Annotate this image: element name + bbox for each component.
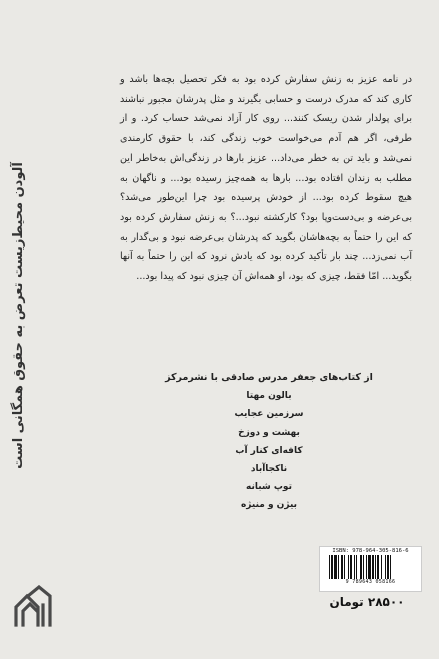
barcode-bar — [375, 555, 376, 579]
blurb-section — [120, 70, 412, 287]
barcode — [319, 546, 422, 592]
barcode-bar — [390, 555, 391, 579]
book-item: بیژن و منیژه — [240, 500, 298, 511]
barcode-bar — [368, 555, 371, 579]
other-books-section — [150, 369, 388, 515]
barcode-bar — [354, 555, 355, 579]
publisher-logo-icon — [13, 585, 53, 627]
barcode-bars-icon — [327, 555, 415, 579]
barcode-bar — [338, 555, 339, 579]
barcode-bar — [387, 555, 389, 579]
barcode-digits: 9 789643 058166 — [345, 579, 396, 585]
barcode-bar — [385, 555, 386, 579]
barcode-bar — [377, 555, 379, 579]
blurb-text: در نامه عزیز به زنش سفارش کرده بود به فکر تحصیل بچه‌ها باشد و کاری کند که مدرک درست و حسابی بگیرند و مثل پدرشان مجبور نباشند برای پولدار شدن ریسک کنند... روی کار آزاد نمی‌شد حساب کرد. و از طرفی، اگر هم آدم می‌خواست خوب زندگی کند، با حقوق کارمندی نمی‌شد و باید تن به خطر می‌داد... عزیز بارها در زندگی‌اش به‌خاطر این مطلب به زندان افتاده بود... بارها به همه‌چیز رسیده بود... و ناگهان به هیچ سقوط کرده بود... از خودش پرسیده بود چرا این‌طور می‌شد؟ بی‌عرضه و بی‌دست‌وپا بود؟ کارکشته نبود...؟ به زنش سفارش کرده بود که این را حتماً به بچه‌هاشان بگوید که پدرشان بی‌عرضه نبود و بی‌گدار به آب نمی‌زد... چند بار تأکید کرده بود که یادش نرود که این را حتماً به آنها بگوید... امّا فقط، چیزی که بود، او همه‌اش آن چیزی نبود که پیدا بود... — [120, 74, 412, 283]
spine-tagline-container — [8, 150, 28, 480]
book-item: ناکجاآباد — [250, 464, 288, 475]
barcode-bar — [356, 555, 357, 579]
book-item: بالون مهتا — [246, 391, 292, 402]
barcode-bar — [341, 555, 343, 579]
barcode-bar — [366, 555, 367, 579]
other-books-list — [150, 387, 388, 514]
book-item: بهشت و دوزخ — [238, 427, 300, 438]
barcode-bar — [360, 555, 362, 579]
other-books-title: از کتاب‌های جعفر مدرس صادقی با نشرمرکز — [165, 372, 373, 383]
spine-tagline: آلودن محیط‌زیست تعرض به حقوق همگانی است — [10, 161, 26, 469]
barcode-bar — [350, 555, 352, 579]
barcode-bar — [381, 555, 382, 579]
book-item: سرزمین عجایب — [234, 409, 304, 420]
barcode-bar — [334, 555, 337, 579]
barcode-bar — [363, 555, 364, 579]
book-item: توپ شبانه — [246, 482, 292, 493]
barcode-bar — [329, 555, 330, 579]
barcode-bar — [372, 555, 374, 579]
price-label: ۲۸۵۰۰ تومان — [329, 595, 405, 609]
book-item: کافه‌ای کنار آب — [235, 445, 303, 456]
isbn-label: ISBN: 978-964-305-816-6 — [332, 548, 409, 554]
barcode-bar — [331, 555, 333, 579]
barcode-bar — [348, 555, 349, 579]
barcode-bar — [344, 555, 345, 579]
